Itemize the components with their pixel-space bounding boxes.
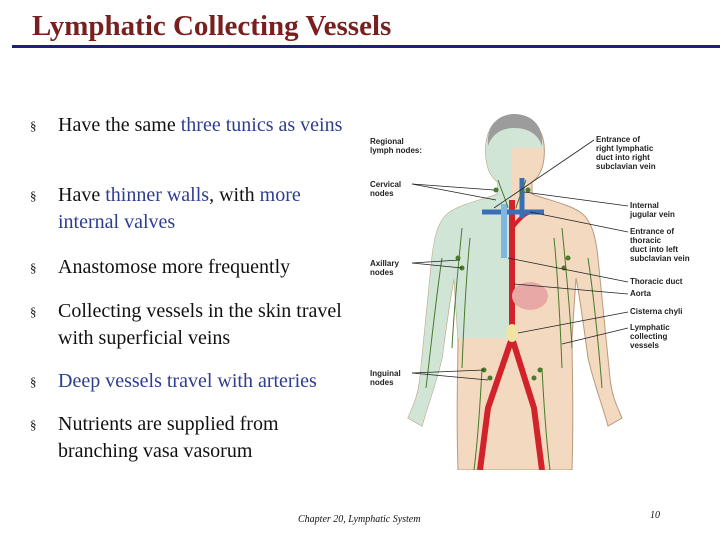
bullet-item	[30, 411, 360, 465]
title-rule	[12, 45, 720, 48]
label-inguinal-nodes: Inguinal nodes	[370, 369, 401, 387]
bullet-text: Collecting vessels in the skin travel with superficial veins	[58, 300, 342, 349]
label-regional-lymph-nodes: Regional lymph nodes:	[370, 137, 423, 155]
label-entrance-thoracic-duct: Entrance of thoracic duct into left subclavian vein	[630, 227, 690, 263]
lymphatic-system-figure	[362, 108, 720, 470]
bullet-marker: §	[30, 304, 37, 319]
page-number: 10	[650, 510, 660, 521]
slide-footer: Chapter 20, Lymphatic System	[298, 514, 421, 525]
cisterna-chyli	[506, 324, 518, 342]
bullet-text: Have the same	[58, 114, 181, 136]
bullet-item	[30, 254, 360, 281]
bullet-item	[30, 298, 360, 352]
label-lymphatic-collecting-vessels: Lymphatic collecting vessels	[630, 323, 670, 350]
bullet-highlight: thinner walls	[105, 184, 210, 206]
label-aorta: Aorta	[630, 289, 651, 298]
bullet-item	[30, 182, 360, 236]
bullet-text: Anastomose more frequently	[58, 256, 291, 278]
bullet-marker: §	[30, 188, 37, 203]
bullet-text: Nutrients are supplied from branching vasa vasorum	[58, 413, 279, 462]
bullet-item	[30, 368, 360, 395]
bullet-highlight: more internal valves	[58, 184, 301, 233]
slide-title: Lymphatic Collecting Vessels	[32, 10, 392, 42]
label-cisterna-chyli: Cisterna chyli	[630, 307, 683, 316]
bullet-highlight: Deep vessels travel with arteries	[58, 370, 317, 392]
bullet-text: , with	[209, 184, 260, 206]
bullet-item	[30, 112, 360, 139]
anatomy-illustration	[362, 108, 720, 470]
bullet-marker: §	[30, 118, 37, 133]
bullet-text: Have	[58, 184, 106, 206]
bullet-marker: §	[30, 417, 37, 432]
label-axillary-nodes: Axillary nodes	[370, 259, 399, 277]
label-thoracic-duct: Thoracic duct	[630, 277, 683, 286]
label-entrance-right-lymphatic-duct: Entrance of right lymphatic duct into right subclavian vein	[596, 135, 656, 171]
label-cervical-nodes: Cervical nodes	[370, 180, 402, 198]
bullet-marker: §	[30, 260, 37, 275]
bullet-marker: §	[30, 374, 37, 389]
bullet-highlight: three tunics as veins	[180, 114, 343, 136]
label-internal-jugular-vein: Internal jugular vein	[630, 201, 675, 219]
